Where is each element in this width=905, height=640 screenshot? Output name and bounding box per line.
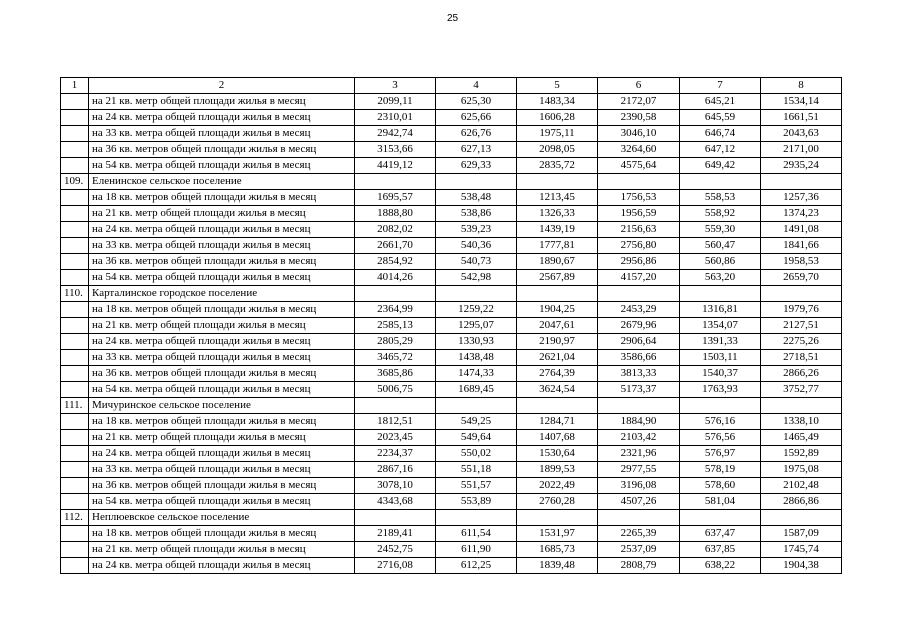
empty-cell <box>598 174 680 190</box>
row-label: на 54 кв. метра общей площади жилья в месяц <box>89 382 355 398</box>
table-row <box>61 462 842 478</box>
value-cell: 549,25 <box>436 414 517 430</box>
row-number-cell <box>61 318 89 334</box>
row-number-cell <box>61 414 89 430</box>
value-cell: 1438,48 <box>436 350 517 366</box>
value-cell: 2866,86 <box>761 494 842 510</box>
value-cell: 1213,45 <box>517 190 598 206</box>
value-cell: 2866,26 <box>761 366 842 382</box>
value-cell: 1503,11 <box>680 350 761 366</box>
value-cell: 2453,29 <box>598 302 680 318</box>
row-label: на 33 кв. метра общей площади жилья в месяц <box>89 350 355 366</box>
empty-cell <box>436 398 517 414</box>
value-cell: 1777,81 <box>517 238 598 254</box>
value-cell: 538,48 <box>436 190 517 206</box>
value-cell: 540,73 <box>436 254 517 270</box>
value-cell: 3264,60 <box>598 142 680 158</box>
row-label: на 24 кв. метра общей площади жилья в месяц <box>89 446 355 462</box>
value-cell: 551,18 <box>436 462 517 478</box>
table-row <box>61 206 842 222</box>
value-cell: 2679,96 <box>598 318 680 334</box>
section-number: 111. <box>61 398 89 414</box>
value-cell: 2716,08 <box>355 558 436 574</box>
value-cell: 1316,81 <box>680 302 761 318</box>
value-cell: 2935,24 <box>761 158 842 174</box>
value-cell: 2808,79 <box>598 558 680 574</box>
value-cell: 1763,93 <box>680 382 761 398</box>
value-cell: 2906,64 <box>598 334 680 350</box>
value-cell: 3752,77 <box>761 382 842 398</box>
row-number-cell <box>61 110 89 126</box>
row-label: на 24 кв. метра общей площади жилья в месяц <box>89 334 355 350</box>
value-cell: 2942,74 <box>355 126 436 142</box>
row-label: на 54 кв. метра общей площади жилья в месяц <box>89 158 355 174</box>
value-cell: 539,23 <box>436 222 517 238</box>
value-cell: 1540,37 <box>680 366 761 382</box>
value-cell: 578,60 <box>680 478 761 494</box>
value-cell: 558,92 <box>680 206 761 222</box>
value-cell: 625,30 <box>436 94 517 110</box>
page-number: 25 <box>446 13 459 24</box>
value-cell: 629,33 <box>436 158 517 174</box>
value-cell: 1284,71 <box>517 414 598 430</box>
value-cell: 612,25 <box>436 558 517 574</box>
value-cell: 2098,05 <box>517 142 598 158</box>
value-cell: 540,36 <box>436 238 517 254</box>
value-cell: 647,12 <box>680 142 761 158</box>
value-cell: 558,53 <box>680 190 761 206</box>
row-number-cell <box>61 558 89 574</box>
value-cell: 2171,00 <box>761 142 842 158</box>
value-cell: 560,86 <box>680 254 761 270</box>
value-cell: 3624,54 <box>517 382 598 398</box>
value-cell: 2047,61 <box>517 318 598 334</box>
table-body <box>61 78 842 574</box>
section-number: 112. <box>61 510 89 526</box>
value-cell: 1904,38 <box>761 558 842 574</box>
table-row <box>61 318 842 334</box>
section-row <box>61 174 842 190</box>
value-cell: 4575,64 <box>598 158 680 174</box>
table-row <box>61 558 842 574</box>
table-header-row <box>61 78 842 94</box>
value-cell: 2082,02 <box>355 222 436 238</box>
value-cell: 576,56 <box>680 430 761 446</box>
value-cell: 611,54 <box>436 526 517 542</box>
value-cell: 2585,13 <box>355 318 436 334</box>
header-cell: 8 <box>761 78 842 94</box>
value-cell: 649,42 <box>680 158 761 174</box>
value-cell: 2043,63 <box>761 126 842 142</box>
row-number-cell <box>61 462 89 478</box>
table-row <box>61 350 842 366</box>
value-cell: 3153,66 <box>355 142 436 158</box>
value-cell: 550,02 <box>436 446 517 462</box>
empty-cell <box>355 286 436 302</box>
section-title: Неплюевское сельское поселение <box>89 510 355 526</box>
row-label: на 21 кв. метр общей площади жилья в месяц <box>89 318 355 334</box>
value-cell: 2172,07 <box>598 94 680 110</box>
value-cell: 638,22 <box>680 558 761 574</box>
row-number-cell <box>61 94 89 110</box>
row-number-cell <box>61 366 89 382</box>
empty-cell <box>598 510 680 526</box>
empty-cell <box>598 398 680 414</box>
value-cell: 542,98 <box>436 270 517 286</box>
value-cell: 1606,28 <box>517 110 598 126</box>
row-label: на 33 кв. метра общей площади жилья в месяц <box>89 238 355 254</box>
value-cell: 3685,86 <box>355 366 436 382</box>
value-cell: 3078,10 <box>355 478 436 494</box>
value-cell: 549,64 <box>436 430 517 446</box>
value-cell: 637,47 <box>680 526 761 542</box>
row-label: на 36 кв. метров общей площади жилья в месяц <box>89 478 355 494</box>
empty-cell <box>355 510 436 526</box>
empty-cell <box>598 286 680 302</box>
row-label: на 36 кв. метров общей площади жилья в месяц <box>89 254 355 270</box>
table-row <box>61 190 842 206</box>
value-cell: 2537,09 <box>598 542 680 558</box>
value-cell: 2023,45 <box>355 430 436 446</box>
value-cell: 2310,01 <box>355 110 436 126</box>
value-cell: 2364,99 <box>355 302 436 318</box>
table-row <box>61 126 842 142</box>
value-cell: 2956,86 <box>598 254 680 270</box>
row-label: на 36 кв. метров общей площади жилья в месяц <box>89 366 355 382</box>
empty-cell <box>517 510 598 526</box>
value-cell: 2022,49 <box>517 478 598 494</box>
value-cell: 1474,33 <box>436 366 517 382</box>
row-label: на 21 кв. метр общей площади жилья в месяц <box>89 94 355 110</box>
value-cell: 551,57 <box>436 478 517 494</box>
value-cell: 1975,08 <box>761 462 842 478</box>
value-cell: 3465,72 <box>355 350 436 366</box>
value-cell: 2234,37 <box>355 446 436 462</box>
value-cell: 2835,72 <box>517 158 598 174</box>
value-cell: 4157,20 <box>598 270 680 286</box>
row-number-cell <box>61 350 89 366</box>
row-number-cell <box>61 430 89 446</box>
value-cell: 4419,12 <box>355 158 436 174</box>
value-cell: 1685,73 <box>517 542 598 558</box>
value-cell: 1695,57 <box>355 190 436 206</box>
value-cell: 2099,11 <box>355 94 436 110</box>
value-cell: 1439,19 <box>517 222 598 238</box>
empty-cell <box>680 510 761 526</box>
header-cell: 4 <box>436 78 517 94</box>
value-cell: 4507,26 <box>598 494 680 510</box>
value-cell: 1884,90 <box>598 414 680 430</box>
row-label: на 33 кв. метра общей площади жилья в месяц <box>89 126 355 142</box>
value-cell: 3196,08 <box>598 478 680 494</box>
table-row <box>61 526 842 542</box>
table-row <box>61 366 842 382</box>
row-number-cell <box>61 190 89 206</box>
value-cell: 2854,92 <box>355 254 436 270</box>
row-label: на 18 кв. метров общей площади жилья в месяц <box>89 526 355 542</box>
table-row <box>61 222 842 238</box>
section-row <box>61 510 842 526</box>
row-label: на 36 кв. метров общей площади жилья в месяц <box>89 142 355 158</box>
value-cell: 1592,89 <box>761 446 842 462</box>
value-cell: 1330,93 <box>436 334 517 350</box>
value-cell: 581,04 <box>680 494 761 510</box>
value-cell: 625,66 <box>436 110 517 126</box>
value-cell: 2190,97 <box>517 334 598 350</box>
value-cell: 1374,23 <box>761 206 842 222</box>
row-number-cell <box>61 494 89 510</box>
row-number-cell <box>61 302 89 318</box>
empty-cell <box>355 174 436 190</box>
table-row <box>61 158 842 174</box>
empty-cell <box>680 398 761 414</box>
value-cell: 645,21 <box>680 94 761 110</box>
section-row <box>61 286 842 302</box>
value-cell: 2102,48 <box>761 478 842 494</box>
empty-cell <box>517 174 598 190</box>
value-cell: 2567,89 <box>517 270 598 286</box>
section-title: Карталинское городское поселение <box>89 286 355 302</box>
value-cell: 1756,53 <box>598 190 680 206</box>
empty-cell <box>680 286 761 302</box>
value-cell: 2718,51 <box>761 350 842 366</box>
row-label: на 18 кв. метров общей площади жилья в месяц <box>89 190 355 206</box>
value-cell: 1839,48 <box>517 558 598 574</box>
empty-cell <box>761 174 842 190</box>
section-number: 109. <box>61 174 89 190</box>
tariff-table <box>60 77 842 574</box>
row-number-cell <box>61 382 89 398</box>
row-label: на 18 кв. метров общей площади жилья в месяц <box>89 414 355 430</box>
table-row <box>61 334 842 350</box>
row-number-cell <box>61 478 89 494</box>
value-cell: 2390,58 <box>598 110 680 126</box>
row-number-cell <box>61 526 89 542</box>
section-number: 110. <box>61 286 89 302</box>
value-cell: 637,85 <box>680 542 761 558</box>
value-cell: 2321,96 <box>598 446 680 462</box>
row-label: на 18 кв. метров общей площади жилья в месяц <box>89 302 355 318</box>
table-row <box>61 414 842 430</box>
value-cell: 5006,75 <box>355 382 436 398</box>
row-number-cell <box>61 158 89 174</box>
value-cell: 1326,33 <box>517 206 598 222</box>
table-row <box>61 478 842 494</box>
table-row <box>61 382 842 398</box>
value-cell: 1689,45 <box>436 382 517 398</box>
value-cell: 1491,08 <box>761 222 842 238</box>
row-label: на 24 кв. метра общей площади жилья в месяц <box>89 110 355 126</box>
table-row <box>61 254 842 270</box>
value-cell: 1904,25 <box>517 302 598 318</box>
value-cell: 2756,80 <box>598 238 680 254</box>
row-number-cell <box>61 222 89 238</box>
row-number-cell <box>61 206 89 222</box>
value-cell: 578,19 <box>680 462 761 478</box>
header-cell: 5 <box>517 78 598 94</box>
table-row <box>61 446 842 462</box>
value-cell: 3046,10 <box>598 126 680 142</box>
header-cell: 7 <box>680 78 761 94</box>
row-number-cell <box>61 446 89 462</box>
row-number-cell <box>61 334 89 350</box>
value-cell: 1890,67 <box>517 254 598 270</box>
empty-cell <box>436 286 517 302</box>
value-cell: 1465,49 <box>761 430 842 446</box>
table-row <box>61 238 842 254</box>
empty-cell <box>436 174 517 190</box>
value-cell: 2661,70 <box>355 238 436 254</box>
value-cell: 553,89 <box>436 494 517 510</box>
header-cell: 3 <box>355 78 436 94</box>
value-cell: 646,74 <box>680 126 761 142</box>
value-cell: 2156,63 <box>598 222 680 238</box>
header-cell: 2 <box>89 78 355 94</box>
header-cell: 1 <box>61 78 89 94</box>
value-cell: 2760,28 <box>517 494 598 510</box>
value-cell: 1530,64 <box>517 446 598 462</box>
value-cell: 611,90 <box>436 542 517 558</box>
value-cell: 1899,53 <box>517 462 598 478</box>
value-cell: 576,16 <box>680 414 761 430</box>
row-label: на 54 кв. метра общей площади жилья в месяц <box>89 270 355 286</box>
value-cell: 576,97 <box>680 446 761 462</box>
table-row <box>61 494 842 510</box>
table-row <box>61 302 842 318</box>
value-cell: 1391,33 <box>680 334 761 350</box>
value-cell: 1483,34 <box>517 94 598 110</box>
row-number-cell <box>61 270 89 286</box>
row-number-cell <box>61 238 89 254</box>
table-row <box>61 142 842 158</box>
value-cell: 538,86 <box>436 206 517 222</box>
value-cell: 1587,09 <box>761 526 842 542</box>
value-cell: 2659,70 <box>761 270 842 286</box>
section-title: Еленинское сельское поселение <box>89 174 355 190</box>
value-cell: 2265,39 <box>598 526 680 542</box>
value-cell: 560,47 <box>680 238 761 254</box>
value-cell: 563,20 <box>680 270 761 286</box>
value-cell: 1531,97 <box>517 526 598 542</box>
row-label: на 21 кв. метр общей площади жилья в месяц <box>89 542 355 558</box>
row-label: на 33 кв. метра общей площади жилья в месяц <box>89 462 355 478</box>
value-cell: 4343,68 <box>355 494 436 510</box>
value-cell: 2764,39 <box>517 366 598 382</box>
value-cell: 1958,53 <box>761 254 842 270</box>
table-row <box>61 110 842 126</box>
value-cell: 2103,42 <box>598 430 680 446</box>
value-cell: 1745,74 <box>761 542 842 558</box>
value-cell: 1661,51 <box>761 110 842 126</box>
row-label: на 21 кв. метр общей площади жилья в месяц <box>89 206 355 222</box>
value-cell: 2452,75 <box>355 542 436 558</box>
row-number-cell <box>61 542 89 558</box>
table-row <box>61 430 842 446</box>
value-cell: 1407,68 <box>517 430 598 446</box>
row-number-cell <box>61 142 89 158</box>
value-cell: 1888,80 <box>355 206 436 222</box>
row-number-cell <box>61 254 89 270</box>
value-cell: 1979,76 <box>761 302 842 318</box>
value-cell: 2189,41 <box>355 526 436 542</box>
value-cell: 2275,26 <box>761 334 842 350</box>
table-row <box>61 542 842 558</box>
row-label: на 21 кв. метр общей площади жилья в месяц <box>89 430 355 446</box>
value-cell: 4014,26 <box>355 270 436 286</box>
value-cell: 1354,07 <box>680 318 761 334</box>
row-label: на 54 кв. метра общей площади жилья в месяц <box>89 494 355 510</box>
value-cell: 1295,07 <box>436 318 517 334</box>
empty-cell <box>680 174 761 190</box>
row-label: на 24 кв. метра общей площади жилья в месяц <box>89 558 355 574</box>
empty-cell <box>761 286 842 302</box>
value-cell: 627,13 <box>436 142 517 158</box>
row-number-cell <box>61 126 89 142</box>
value-cell: 2977,55 <box>598 462 680 478</box>
table-row <box>61 94 842 110</box>
empty-cell <box>761 510 842 526</box>
value-cell: 559,30 <box>680 222 761 238</box>
row-label: на 24 кв. метра общей площади жилья в месяц <box>89 222 355 238</box>
value-cell: 645,59 <box>680 110 761 126</box>
value-cell: 2805,29 <box>355 334 436 350</box>
header-cell: 6 <box>598 78 680 94</box>
section-title: Мичуринское сельское поселение <box>89 398 355 414</box>
value-cell: 1338,10 <box>761 414 842 430</box>
value-cell: 2621,04 <box>517 350 598 366</box>
value-cell: 1259,22 <box>436 302 517 318</box>
value-cell: 626,76 <box>436 126 517 142</box>
empty-cell <box>355 398 436 414</box>
value-cell: 1812,51 <box>355 414 436 430</box>
value-cell: 1534,14 <box>761 94 842 110</box>
value-cell: 1257,36 <box>761 190 842 206</box>
value-cell: 5173,37 <box>598 382 680 398</box>
section-row <box>61 398 842 414</box>
value-cell: 1975,11 <box>517 126 598 142</box>
value-cell: 2867,16 <box>355 462 436 478</box>
value-cell: 2127,51 <box>761 318 842 334</box>
value-cell: 1841,66 <box>761 238 842 254</box>
empty-cell <box>517 398 598 414</box>
value-cell: 1956,59 <box>598 206 680 222</box>
empty-cell <box>761 398 842 414</box>
table-row <box>61 270 842 286</box>
value-cell: 3586,66 <box>598 350 680 366</box>
empty-cell <box>517 286 598 302</box>
empty-cell <box>436 510 517 526</box>
value-cell: 3813,33 <box>598 366 680 382</box>
